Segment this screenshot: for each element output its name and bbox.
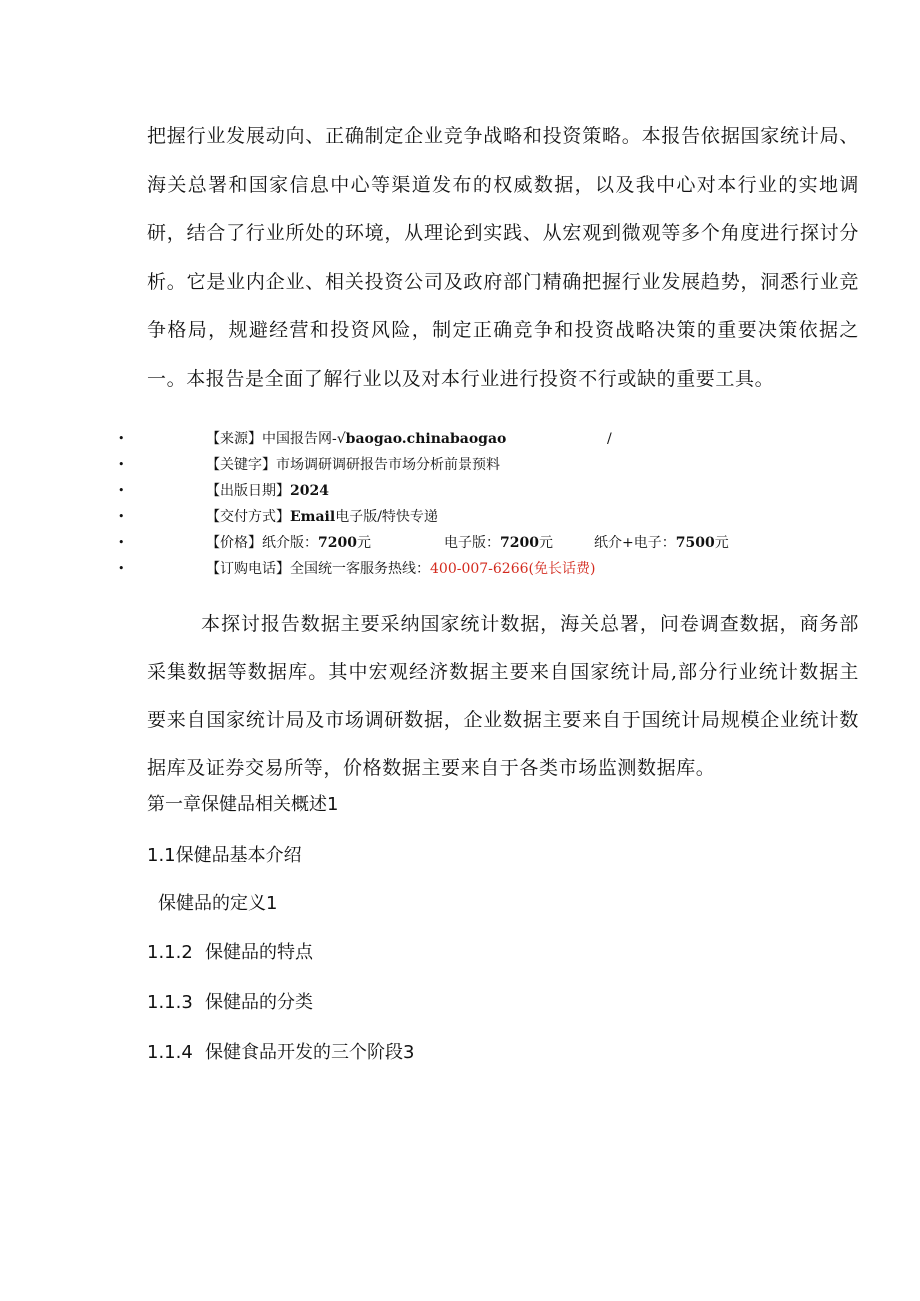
source-slash: / xyxy=(607,431,612,447)
price-yuan: 元 xyxy=(356,535,371,551)
source-url[interactable]: baogao.chinabaogao xyxy=(345,431,507,447)
price-paper: 7200 xyxy=(318,535,357,551)
meta-source xyxy=(0,426,920,452)
price-label: 【价格】纸介版： xyxy=(206,535,318,551)
toc-section-1-1-3[interactable] xyxy=(147,990,313,1016)
meta-price xyxy=(0,530,920,556)
phone-label: 【订购电话】全国统一客服务热线： xyxy=(206,561,430,577)
toc-section-1-1-4[interactable] xyxy=(147,1040,414,1066)
pub-date-label: 【出版日期】 xyxy=(206,483,290,499)
toc-chapter-1[interactable]: 第一章保健品相关概述1 xyxy=(147,794,339,815)
toc-number: 1.1.4 xyxy=(147,1042,193,1063)
data-sources-paragraph: 本探讨报告数据主要采纳国家统计数据，海关总署，问卷调查数据，商务部采集数据等数据库。其中宏观经济数据主要来自国家统计局,部分行业统计数据主要来自国家统计局及市场调研数据，企业数据主要来自于国统计局规模企业统计数据库及证券交易所等，价格数据主要来自于各类市场监测数据库。 xyxy=(147,613,859,779)
meta-delivery xyxy=(0,504,920,530)
keywords-label: 【关键字】 xyxy=(206,457,276,473)
bullet: • xyxy=(118,510,125,523)
price-ebook: 7200 xyxy=(500,535,539,551)
delivery-email: Email xyxy=(290,509,336,525)
price-yuan: 元 xyxy=(538,535,553,551)
bullet: • xyxy=(118,562,125,575)
toc-section-1-1-1[interactable]: 保健品的定义1 xyxy=(158,893,278,914)
delivery-value: 电子版/特快专递 xyxy=(335,509,438,525)
delivery-label: 【交付方式】 xyxy=(206,509,290,525)
toc-number: 1.1.3 xyxy=(147,992,193,1013)
price-combo-label: 纸介+电子： xyxy=(594,535,676,551)
source-label: 【来源】中国报告网-√ xyxy=(206,431,346,447)
meta-pub-date xyxy=(0,478,920,504)
report-meta-list xyxy=(0,426,920,582)
toc-title: 保健食品开发的三个阶段3 xyxy=(205,1042,415,1063)
price-combo: 7500 xyxy=(675,535,715,551)
phone-number[interactable]: 400-007-6266(免长话费) xyxy=(430,561,596,577)
price-yuan: 元 xyxy=(714,535,729,551)
toc-section-1-1[interactable]: 1.1保健品基本介绍 xyxy=(147,845,302,866)
price-ebook-label: 电子版： xyxy=(444,535,500,551)
meta-keywords xyxy=(0,452,920,478)
toc-title: 保健品的分类 xyxy=(205,992,313,1013)
bullet: • xyxy=(118,536,125,549)
toc-title: 保健品的特点 xyxy=(205,942,313,963)
intro-paragraph: 把握行业发展动向、正确制定企业竞争战略和投资策略。本报告依据国家统计局、海关总署和国家信息中心等渠道发布的权威数据，以及我中心对本行业的实地调研，结合了行业所处的环境，从理论到实践、从宏观到微观等多个角度进行探讨分析。它是业内企业、相关投资公司及政府部门精确把握行业发展趋势，洞悉行业竞争格局，规避经营和投资风险，制定正确竞争和投资战略决策的重要决策依据之一。本报告是全面了解行业以及对本行业进行投资不行或缺的重要工具。 xyxy=(147,125,859,390)
bullet: • xyxy=(118,458,125,471)
bullet: • xyxy=(118,484,125,497)
bullet: • xyxy=(118,432,125,445)
pub-date-value: 2024 xyxy=(290,483,329,499)
keywords-value: 市场调研调研报告市场分析前景预料 xyxy=(276,457,500,473)
toc-number: 1.1.2 xyxy=(147,942,193,963)
toc-section-1-1-2[interactable] xyxy=(147,940,313,966)
meta-phone xyxy=(0,556,920,582)
